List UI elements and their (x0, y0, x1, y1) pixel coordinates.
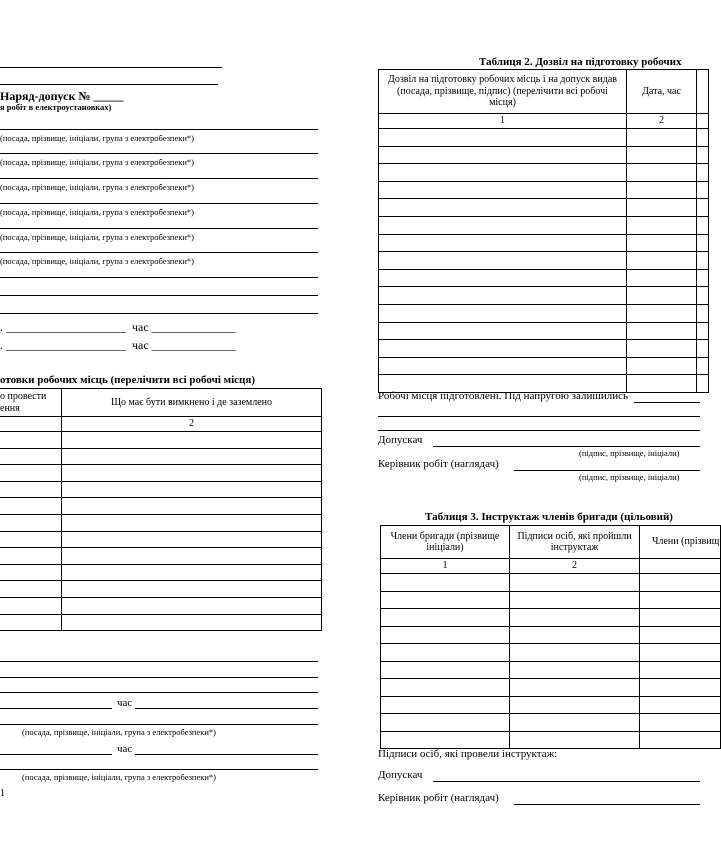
table2-empty-cell (379, 252, 627, 270)
table3 (380, 525, 721, 749)
table2-empty-cell (627, 287, 697, 305)
table1-empty-cell (0, 481, 62, 498)
table2-empty-cell (379, 181, 627, 199)
table2-empty-cell (697, 216, 709, 234)
time-fill-1b: ______________ (151, 320, 236, 334)
table1-empty-cell (62, 432, 322, 449)
table3-empty-cell (510, 609, 640, 627)
sign-line-1a (0, 708, 112, 709)
table2-empty-cell (379, 287, 627, 305)
table3-empty-row (381, 714, 721, 732)
role-caption-2: (посада, прізвище, ініціали, група з електробезпеки*) (0, 157, 195, 167)
table1-empty-row (0, 432, 322, 449)
sign-time-label-1: час (117, 697, 133, 709)
table2-empty-row (379, 129, 709, 147)
instruct-admitter-label: Допускач (378, 769, 423, 781)
table3-empty-cell (381, 714, 510, 732)
sign-line-1c (0, 724, 318, 725)
table1-empty-row (0, 597, 322, 614)
sign-line-1b (135, 708, 318, 709)
table3-empty-cell (510, 644, 640, 662)
bottom-line-2 (0, 677, 318, 678)
table2-empty-cell (379, 146, 627, 164)
header-line-1 (0, 67, 222, 68)
table1-empty-cell (0, 548, 62, 565)
table2-empty-cell (379, 216, 627, 234)
table2-title: Таблиця 2. Дозвіл на підготовку робочих (479, 56, 682, 68)
role-line-2 (0, 153, 318, 154)
table3-num-col1: 1 (381, 559, 510, 574)
table2-empty-cell (379, 269, 627, 287)
table1-empty-row (0, 481, 322, 498)
table3-header-col1: Члени бригади (прізвище ініціали) (381, 526, 510, 559)
supervisor-caption: (підпис, прізвище, ініціали) (579, 472, 680, 482)
table2-empty-cell (697, 287, 709, 305)
permit-title: Наряд-допуск № _____ (0, 89, 124, 103)
table2-empty-cell (627, 304, 697, 322)
table3-empty-cell (640, 696, 721, 714)
table1-empty-cell (0, 531, 62, 548)
sign-line-2c (0, 769, 318, 770)
table3-empty-row (381, 644, 721, 662)
table2-header-col3 (697, 70, 709, 114)
time-label-1: час (132, 320, 149, 334)
role-line-6 (0, 252, 318, 253)
table3-num-col3 (640, 559, 721, 574)
table1-empty-row (0, 448, 322, 465)
table2-empty-row (379, 252, 709, 270)
table3-empty-row (381, 731, 721, 749)
table1-header-col2: Що має бути вимкнено і де заземлено (62, 389, 322, 417)
table3-empty-cell (640, 591, 721, 609)
table1-empty-row (0, 498, 322, 515)
table2-empty-row (379, 269, 709, 287)
table1-empty-row (0, 514, 322, 531)
table3-empty-cell (640, 731, 721, 749)
role-line-1 (0, 129, 318, 130)
table3-num-col2: 2 (510, 559, 640, 574)
table3-empty-cell (510, 679, 640, 697)
table3-empty-cell (510, 591, 640, 609)
table2-empty-cell (697, 269, 709, 287)
supervisor-line (514, 470, 700, 471)
table1-header-col1: о провести ення (0, 389, 62, 417)
table1-empty-cell (62, 481, 322, 498)
table2-empty-row (379, 146, 709, 164)
table2-empty-cell (379, 322, 627, 340)
bottom-line-3 (0, 692, 318, 693)
instruct-admitter-line (433, 781, 700, 782)
table2-empty-cell (697, 164, 709, 182)
table2-empty-cell (379, 357, 627, 375)
table3-empty-row (381, 626, 721, 644)
table2-empty-cell (697, 252, 709, 270)
table3-empty-cell (381, 626, 510, 644)
table3-empty-row (381, 661, 721, 679)
instruct-supervisor-label: Керівник робіт (наглядач) (378, 792, 499, 804)
time-fill-2: ____________________ (6, 338, 126, 352)
table3-title: Таблиця 3. Інструктаж членів бригади (цільовий) (425, 511, 673, 523)
table1-empty-cell (0, 614, 62, 631)
table1-empty-cell (62, 548, 322, 565)
table2-empty-row (379, 304, 709, 322)
table2-empty-cell (379, 234, 627, 252)
supervisor-label: Керівник робіт (наглядач) (378, 458, 499, 470)
table3-empty-cell (640, 609, 721, 627)
table2-empty-cell (627, 375, 697, 393)
table2-empty-cell (697, 146, 709, 164)
table2-empty-row (379, 199, 709, 217)
role-caption-3: (посада, прізвище, ініціали, група з електробезпеки*) (0, 182, 195, 192)
table2-empty-row (379, 181, 709, 199)
table2-empty-cell (627, 252, 697, 270)
admitter-line (433, 446, 700, 447)
page-mark: 1 (0, 788, 5, 799)
table2-header-col2: Дата, час (627, 70, 697, 114)
table2-empty-row (379, 322, 709, 340)
table1-empty-cell (0, 465, 62, 482)
table3-empty-cell (510, 731, 640, 749)
instruct-supervisor-line (514, 804, 700, 805)
role-caption-4: (посада, прізвище, ініціали, група з електробезпеки*) (0, 207, 195, 217)
table2-empty-cell (697, 234, 709, 252)
prepared-fill-line (634, 402, 700, 403)
table1-title: отовки робочих місць (перелічити всі робочі місця) (0, 374, 256, 386)
table2-empty-cell (697, 375, 709, 393)
table1-empty-cell (62, 564, 322, 581)
table3-empty-cell (381, 731, 510, 749)
table3-empty-row (381, 591, 721, 609)
prepared-label: Робочі місця підготовлені. Під напругою залишились (378, 390, 628, 402)
instruct-signers-label: Підписи осіб, які провели інструктаж: (378, 748, 558, 760)
role-caption-5: (посада, прізвище, ініціали, група з електробезпеки*) (0, 232, 195, 242)
table2-empty-cell (379, 129, 627, 147)
blank-line-3 (0, 313, 318, 314)
table1-empty-row (0, 465, 322, 482)
prepared-line-2 (378, 416, 700, 417)
role-line-5 (0, 228, 318, 229)
table3-empty-cell (640, 626, 721, 644)
header-line-2 (0, 84, 218, 85)
blank-line-1 (0, 277, 318, 278)
table2-empty-cell (627, 322, 697, 340)
table3-empty-cell (381, 574, 510, 592)
table3-empty-cell (640, 661, 721, 679)
admitter-caption: (підпис, прізвище, ініціали) (579, 448, 680, 458)
table1-empty-cell (0, 581, 62, 598)
table3-empty-row (381, 574, 721, 592)
time-dot-2: . (0, 338, 6, 352)
table1-empty-cell (62, 448, 322, 465)
table1-empty-cell (62, 514, 322, 531)
table2-empty-cell (697, 199, 709, 217)
table1-empty-cell (62, 581, 322, 598)
table2-empty-cell (627, 357, 697, 375)
table2-empty-cell (379, 304, 627, 322)
table1-num-col2: 2 (62, 417, 322, 432)
table1-empty-cell (0, 432, 62, 449)
table2-empty-cell (697, 181, 709, 199)
table2-empty-cell (379, 199, 627, 217)
table2-empty-cell (627, 164, 697, 182)
role-caption-1: (посада, прізвище, ініціали, група з електробезпеки*) (0, 133, 195, 143)
table2-empty-cell (379, 340, 627, 358)
table1-empty-cell (0, 448, 62, 465)
table1-empty-row (0, 614, 322, 631)
prepared-line-3 (378, 430, 700, 431)
table1-empty-cell (0, 498, 62, 515)
admitter-label: Допускач (378, 434, 423, 446)
sign-caption-2: (посада, прізвище, ініціали, група з електробезпеки*) (22, 772, 217, 782)
table3-header-col2: Підписи осіб, які пройшли інструктаж (510, 526, 640, 559)
sign-line-2a (0, 754, 112, 755)
table2-header-col1: Дозвіл на підготовку робочих місць і на допуск видав (посада, прізвище, підпис) (перелічити всі робочі місця) (379, 70, 627, 114)
table2-empty-cell (697, 304, 709, 322)
table2-empty-row (379, 340, 709, 358)
table2-num-col2: 2 (627, 114, 697, 129)
table2-num-col1: 1 (379, 114, 627, 129)
table1-empty-cell (62, 498, 322, 515)
sign-caption-1: (посада, прізвище, ініціали, група з електробезпеки*) (22, 727, 217, 737)
table1-empty-row (0, 548, 322, 565)
table2-empty-cell (627, 146, 697, 164)
table3-empty-row (381, 696, 721, 714)
sign-time-label-2: час (117, 743, 133, 755)
table1-empty-cell (62, 465, 322, 482)
table3-empty-cell (640, 644, 721, 662)
table3-empty-cell (381, 591, 510, 609)
time-fill-1: ____________________ (6, 320, 126, 334)
table2-empty-cell (627, 181, 697, 199)
table3-empty-cell (510, 696, 640, 714)
table1-empty-cell (0, 564, 62, 581)
time-row-2 (0, 338, 236, 353)
time-fill-2b: ______________ (151, 338, 236, 352)
table2-empty-row (379, 234, 709, 252)
table3-empty-cell (510, 574, 640, 592)
table1-empty-cell (0, 514, 62, 531)
table1-empty-cell (62, 614, 322, 631)
table2 (378, 69, 709, 393)
table2-empty-cell (697, 357, 709, 375)
table2-empty-row (379, 216, 709, 234)
table1-empty-row (0, 531, 322, 548)
table3-empty-cell (640, 679, 721, 697)
table2-empty-cell (697, 340, 709, 358)
prepared-text (378, 390, 628, 402)
table3-empty-cell (381, 661, 510, 679)
table3-empty-row (381, 609, 721, 627)
table3-empty-row (381, 679, 721, 697)
role-line-3 (0, 178, 318, 179)
permit-subtitle: я робіт в електроустановках) (0, 102, 112, 112)
table3-empty-cell (640, 714, 721, 732)
table1 (0, 388, 322, 631)
table3-header-col3: Члени (прізвищ (640, 526, 721, 559)
table1-empty-cell (62, 597, 322, 614)
table3-empty-cell (510, 626, 640, 644)
table1-empty-cell (0, 597, 62, 614)
table1-empty-cell (62, 531, 322, 548)
table3-empty-cell (381, 644, 510, 662)
table1-empty-row (0, 581, 322, 598)
table3-empty-cell (381, 609, 510, 627)
time-dot-1: . (0, 320, 6, 334)
table2-empty-row (379, 357, 709, 375)
table2-empty-cell (697, 322, 709, 340)
table3-empty-cell (381, 679, 510, 697)
table2-empty-cell (627, 269, 697, 287)
table2-empty-row (379, 164, 709, 182)
table3-empty-cell (510, 714, 640, 732)
bottom-line-1 (0, 661, 318, 662)
time-label-2: час (132, 338, 149, 352)
table1-num-col1 (0, 417, 62, 432)
table2-num-col3 (697, 114, 709, 129)
table3-empty-cell (381, 696, 510, 714)
table3-empty-cell (510, 661, 640, 679)
sign-line-2b (135, 754, 318, 755)
role-line-4 (0, 203, 318, 204)
table2-empty-cell (627, 216, 697, 234)
role-caption-6: (посада, прізвище, ініціали, група з електробезпеки*) (0, 256, 195, 266)
table3-empty-cell (640, 574, 721, 592)
table2-empty-cell (627, 234, 697, 252)
table2-empty-cell (379, 164, 627, 182)
table1-empty-row (0, 564, 322, 581)
blank-line-2 (0, 295, 318, 296)
table2-empty-cell (627, 199, 697, 217)
time-row-1 (0, 320, 236, 335)
table2-empty-cell (697, 129, 709, 147)
table2-empty-row (379, 287, 709, 305)
table2-empty-cell (627, 340, 697, 358)
table2-empty-cell (627, 129, 697, 147)
